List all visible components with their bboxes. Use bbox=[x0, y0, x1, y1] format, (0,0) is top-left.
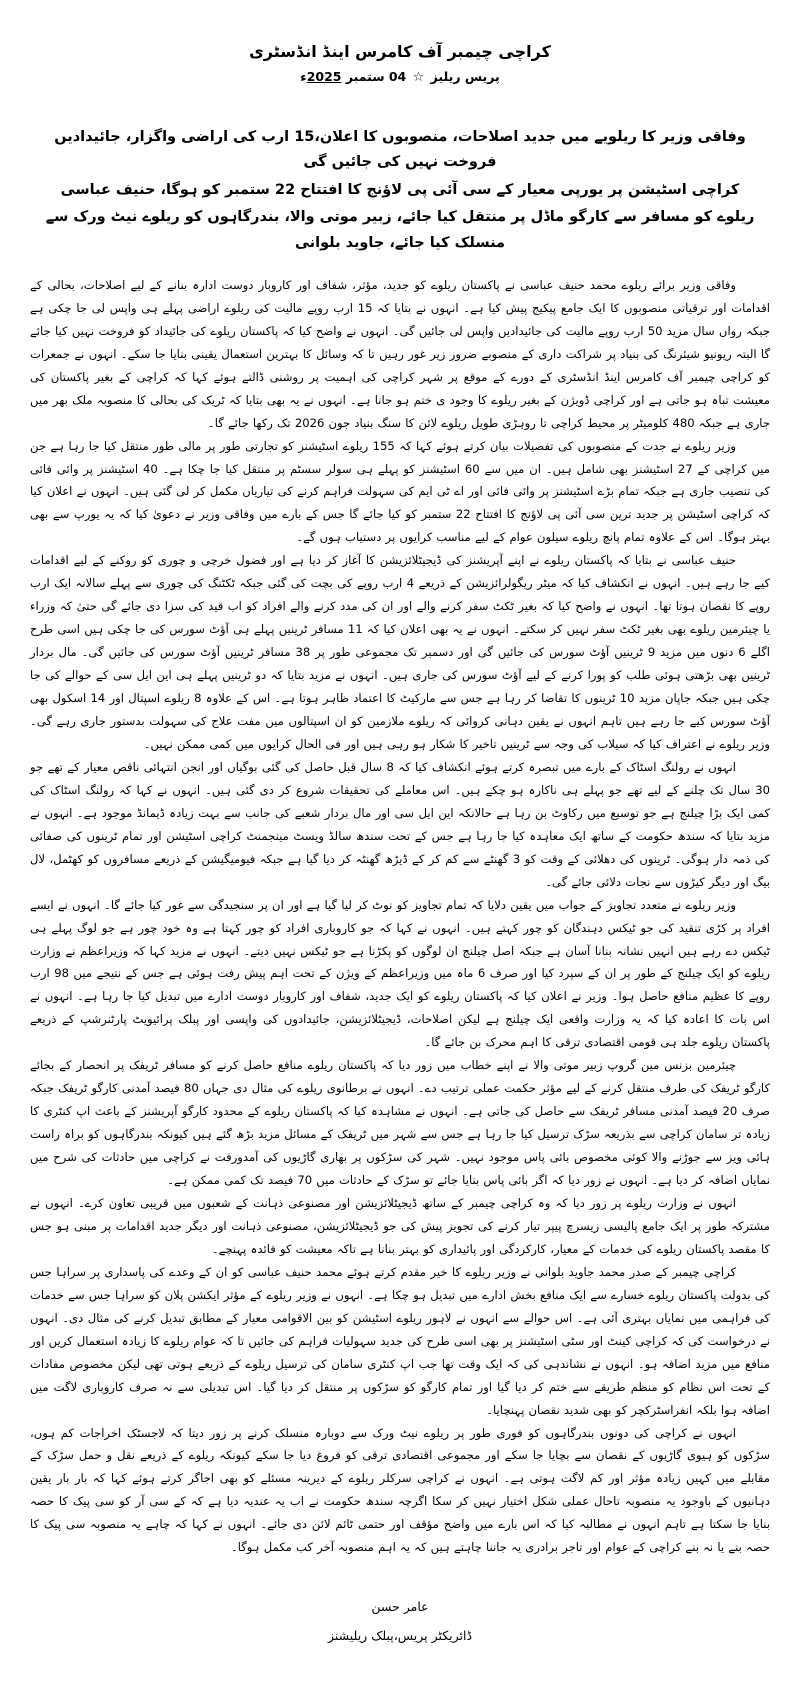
press-release-date-line bbox=[30, 69, 770, 85]
body-paragraph: انہوں نے کراچی کی دونوں بندرگاہوں کو فوری طور پر ریلوے نیٹ ورک سے دوبارہ منسلک کرنے پر زور دیتا کہ لاجسٹک اخراجات کم ہوں، سڑکوں کو ہیوی گاڑیوں کے نقصان سے بچایا جا سکے اور مجموعی اقتصادی ترقی کو فروغ دیا جا سکے کیونکہ ریلوے کے ذریعے نقل و حمل سڑک کے مقابلے میں کہیں زیادہ مؤثر اور کم لاگت ہوتی ہے۔ انہوں نے کراچی سرکلر ریلوے کے دیرینہ مسئلے کو بھی اجاگر کرتے ہوئے کہا کہ بار بار یقین دہانیوں کے باوجود یہ منصوبہ تاحال عملی شکل اختیار نہیں کر سکا اگرچہ سندھ حکومت نے اب یہ عندیہ دیا ہے کہ کے سی آر کو سی پیک کا حصہ بنایا جا سکتا ہے تاہم انہوں نے مطالبہ کیا کہ اس بارے میں واضح مؤقف اور حتمی ٹائم لائن دی جائے۔ انہوں نے کہا کہ چاہے یہ منصوبہ سی پیک کا حصہ بنے یا نہ بنے کراچی کے عوام اور تاجر برادری یہ جاننا چاہتے ہیں کہ یہ اہم منصوبہ آخر کب مکمل ہوگا۔ bbox=[30, 1425, 770, 1555]
body-paragraph: کراچی چیمبر کے صدر محمد جاوید بلوانی نے وزیر ریلوے کا خیر مقدم کرتے ہوئے محمد حنیف عباسی کو ان کے وعدے کی پاسداری پر سراہا جس کی بدولت پاکستان ریلوے خسارے سے ایک منافع بخش ادارے میں تبدیل ہو چکا ہے۔ انہوں نے وزیر ریلوے کے مؤثر ایکشن پلان کو سراہا جس سے خدمات کی فراہمی میں نمایاں بہتری آئی ہے۔ اس حوالے سے انہوں نے لاہور ریلوے اسٹیشن کو بین الاقوامی معیار کے مطابق تبدیل کرنے کی مثال دی۔ انہوں نے درخواست کی کہ کراچی کینٹ اور سٹی اسٹیشنز پر بھی اسی طرح کی جدید سہولیات فراہم کی جائیں تا کہ عوام ریلوے کا زیادہ استعمال کریں اور منافع میں مزید اضافہ ہو۔ انہوں نے نشاندہی کی کہ ایک وقت تھا جب اپ کنٹری سامان کی ترسیل ریلوے کے ذریعے ہوتی تھی لیکن مخصوص مفادات کے تحت اس نظام کو منظم طریقے سے ختم کر دیا گیا اور تمام کارگو کو سڑکوں پر منتقل کر دیا گیا۔ اس تبدیلی سے نہ صرف کاروباری لاگت میں اضافہ ہوا بلکہ انفراسٹرکچر کو بھی شدید نقصان پہنچایا۔ bbox=[30, 1264, 770, 1417]
year-suffix: ء bbox=[300, 69, 307, 84]
headline-sub-1: کراچی اسٹیشن پر یورپی معیار کے سی آئی پی لاؤنج کا افتتاح 22 ستمبر کو ہوگا، حنیف عباسی bbox=[60, 181, 740, 198]
body-paragraph: وزیر ریلوے نے متعدد تجاویز کے جواب میں یقین دلایا کہ تمام تجاویز کو نوٹ کر لیا گیا ہے اور ان پر سنجیدگی سے غور کیا جائے گا۔ انہوں نے ایسے افراد پر کڑی تنقید کی جو ٹیکس دہندگان کو چور کہتے ہیں۔ انہوں نے کہا کہ جو کاروباری افراد کو چور کہتا ہے وہ خود چور ہے جو لوگ پہلے ہی ٹیکس دے رہے ہیں انہیں نشانہ بنانا آسان ہے جبکہ اصل چیلنج ان لوگوں کو پکڑنا ہے جو ٹیکس نہیں دیتے۔ انہوں نے مزید کہا کہ وزیراعظم نے وزارت ریلوے کو ایک چیلنج کے طور پر ان کے سپرد کیا اور صرف 6 ماہ میں وزیراعظم کے ویژن کے تحت اہم پیش رفت ہوئی ہے جس کے نتیجے میں 98 ارب روپے کا عظیم منافع حاصل ہوا۔ وزیر نے اعلان کیا کہ پاکستان ریلوے کو ایک جدید، شفاف اور کاروبار دوست ادارے میں تبدیل کیا جا رہا ہے۔ انہوں نے اس بات کا اعادہ کیا کہ یہ وزارت واقعی ایک چیلنج ہے لیکن اصلاحات، ڈیجیٹلائزیشن، جائیدادوں کی واپسی اور پبلک پرائیویٹ پارٹنرشپ کے ذریعے پاکستان ریلوے جلد ہی قومی اقتصادی ترقی کا اہم محرک بن جائے گا۔ bbox=[30, 897, 771, 1050]
star-icon: ☆ bbox=[412, 70, 425, 85]
body-paragraph: انہوں نے وزارت ریلوے پر زور دیا کہ وہ کراچی چیمبر کے ساتھ ڈیجیٹلائزیشن اور مصنوعی ذہانت کے شعبوں میں قریبی تعاون کرے۔ انہوں نے مشترکہ طور پر ایک جامع پالیسی ریسرچ پیپر تیار کرنے کی تجویز پیش کی جو ڈیجیٹلائزیشن، مصنوعی ذہانت اور دیگر جدید اقدامات پر مبنی ہو جس کا مقصد پاکستان ریلوے کی خدمات کے معیار، کارکردگی اور پائیداری کو بہتر بنانا ہے تاکہ معیشت کو فائدہ پہنچے۔ bbox=[30, 1196, 770, 1256]
signatory-title: ڈائریکٹر پریس،پبلک ریلیشنز bbox=[327, 1628, 473, 1643]
signature-block bbox=[30, 1593, 770, 1651]
article-body bbox=[30, 274, 770, 1559]
headline-sub-2: ریلوے کو مسافر سے کارگو ماڈل پر منتقل کیا جائے، زبیر موتی والا، بندرگاہوں کو ریلوے نیٹ ورک سے منسلک کیا جائے، جاوید بلوانی bbox=[45, 209, 755, 251]
headline-block bbox=[36, 125, 764, 256]
press-release-label: پریس ریلیز bbox=[430, 69, 500, 84]
organization-title: کراچی چیمبر آف کامرس اینڈ انڈسٹری bbox=[249, 42, 551, 61]
body-paragraph: حنیف عباسی نے بتایا کہ پاکستان ریلوے نے اپنے آپریشنز کی ڈیجیٹلائزیشن کا آغاز کر دیا ہے اور فضول خرچی و چوری کو روکنے کے لیے اقدامات کیے جا رہے ہیں۔ انہوں نے انکشاف کیا کہ میٹر ریگولرائزیشن کے ذریعے 4 ارب روپے کی بچت کی گئی جبکہ ٹکٹنگ کی چوری سے پہلے سالانہ ایک ارب روپے کا نقصان ہوتا تھا۔ انہوں نے واضح کیا کہ بغیر ٹکٹ سفر کرنے والے اور ان کی مدد کرنے والے افراد کو اب قید کی سزا دی جائے گی حتیٰ کہ وزراء یا چیئرمین ریلوے بھی بغیر ٹکٹ سفر نہیں کر سکتے۔ انہوں نے یہ بھی اعلان کیا کہ 11 مسافر ٹرینیں پہلے ہی آؤٹ سورس کی جا چکی ہیں اسی طرح اگلے 6 دنوں میں مزید 9 ٹرینیں آؤٹ سورس کی جائیں گی اور دسمبر تک مجموعی طور پر 38 مسافر ٹرینیں آؤٹ سورس کی جائیں گی۔ مال بردار ٹرینیں بھی بڑھتی ہوئی طلب کو پورا کرنے کے لیے آؤٹ سورس کی جاری ہیں۔ انہوں نے مزید بتایا کہ دو ٹرینیں پہلے ہی این ایل سی کے حوالے کی جا چکی ہیں جبکہ جاپان مزید 10 ٹرینوں کا تقاضا کر رہا ہے جس سے مارکیٹ کا اعتماد ظاہر ہوتا ہے۔ اس کے علاوہ 8 ریلوے اسپتال اور 14 اسکول بھی آؤٹ سورس کیے جا رہے ہیں تاہم انہوں نے یقین دہانی کروائی کہ ریلوے ملازمین کو ان اسپتالوں میں مفت علاج کی سہولت بدستور جاری رہے گی۔ وزیر ریلوے نے اعتراف کیا کہ سیلاب کی وجہ سے ٹرینیں تاخیر کا شکار ہو رہی ہیں اور فی الحال کرایوں میں کمی ممکن نہیں۔ bbox=[30, 553, 771, 751]
body-paragraph: وفاقی وزیر برائے ریلوے محمد حنیف عباسی نے پاکستان ریلوے کو جدید، مؤثر، شفاف اور کاروبار دوست ادارہ بنانے کے لیے اصلاحات، بحالی کے اقدامات اور ترقیاتی منصوبوں کا ایک جامع پیکیج پیش کیا ہے۔ انہوں نے بتایا کہ 15 ارب روپے مالیت کی ریلوے اراضی پہلے ہی واپس لی جا چکی ہے جبکہ رواں سال مزید 50 ارب روپے مالیت کی جائیدادیں واپس لی جائیں گی۔ انہوں نے واضح کیا کہ پاکستان ریلوے کی جائیداد کو فروخت نہیں کیا جائے گا البتہ ریونیو شیئرنگ کی بنیاد پر شراکت داری کے منصوبے ضرور زیر غور رہیں تا کہ وسائل کا بہترین استعمال یقینی بنایا جا سکے۔ انہوں نے جمعرات کو کراچی چیمبر آف کامرس اینڈ انڈسٹری کے دورے کے موقع پر شہر کراچی کی اہمیت پر روشنی ڈالتے ہوئے کہا کہ کراچی کے بغیر پاکستان کی معیشت تباہ ہو جاتی ہے اور کراچی ڈویژن کے بغیر ریلوے کا وجود ی ختم ہو جانا ہے۔ انہوں نے یہ بھی بتایا کہ ٹریک کی بحالی کا منصوبہ ملک بھر میں جاری ہے جبکہ 480 کلومیٹر پر محیط کراچی تا روہڑی طویل ریلوے لائن کا سنگ بنیاد جون 2026 تک رکھا جائے گا۔ bbox=[30, 277, 771, 430]
headline-main: وفاقی وزیر کا ریلویے میں جدید اصلاحات، منصوبوں کا اعلان،15 ارب کی اراضی واگزار، جائیدادیں فروخت نہیں کی جائیں گی bbox=[54, 129, 746, 171]
body-paragraph: انہوں نے رولنگ اسٹاک کے بارے میں تبصرہ کرتے ہوئے انکشاف کیا کہ 8 سال قبل حاصل کی گئی بوگیاں اور انجن انتہائی ناقص معیار کے تھے جو 30 سال تک چلنے کے لیے تھے جو پہلے ہی ناکارہ ہو چکے ہیں۔ اس معاملے کی تحقیقات شروع کر دی گئی ہیں۔ انہوں نے کہا کہ رولنگ اسٹاک کی کمی ایک بڑا چیلنج ہے جو توسیع میں رکاوٹ بن رہا ہے حالانکہ این ایل سی اور مال بردار شعبے کی جانب سے بہت زیادہ ڈیمانڈ موجود ہے۔ انہوں نے مزید بتایا کہ سندھ حکومت کے ساتھ ایک معاہدہ کیا جا رہا ہے جس کے تحت سندھ سالڈ ویسٹ مینجمنٹ کراچی اسٹیشن اور تمام ٹرینوں کی صفائی کی ذمہ دار ہوگی۔ ٹرینوں کی دھلائی کے وقت کو 3 گھنٹے سے کم کر کے ڈیڑھ گھنٹہ کر دیا گیا ہے جبکہ فیومیگیشن کے ذریعے مسافروں کو کھٹمل، لال بیگ اور دیگر کیڑوں سے نجات دلائی جائے گی۔ bbox=[30, 759, 770, 889]
release-date: 04 ستمبر bbox=[345, 69, 407, 84]
release-year: 2025 bbox=[306, 69, 342, 84]
body-paragraph: وزیر ریلوے نے جدت کے منصوبوں کی تفصیلات بیان کرتے ہوئے کہا کہ 155 ریلوے اسٹیشنز کو تجارتی طور پر مالی طور منتقل کیا جا رہا ہے جن میں کراچی کے 27 اسٹیشنز بھی شامل ہیں۔ ان میں سے 60 اسٹیشنز کو پہلے ہی سولر سسٹم پر منتقل کیا جا چکا ہے۔ 40 اسٹیشنز پر وائی فائی کی تنصیب جاری ہے جبکہ تمام بڑے اسٹیشنز پر وائی فائی اور اے ٹی ایم کی سہولت فراہم کرنے کی تیاریاں مکمل کر لی گئی ہیں۔ انہوں نے اعلان کیا کہ کراچی اسٹیشن پر جدید ترین سی آئی پی لاؤنج کا افتتاح 22 ستمبر کو کیا جائے گا جس کے بارے میں وفاقی وزیر نے دعویٰ کیا کہ یہ یورپ سے بھی بہتر ہوگا۔ اس کے علاوہ تمام پانچ ریلوے سیلون عوام کے لیے مناسب کرایوں پر دستیاب ہوں گے۔ bbox=[30, 438, 771, 545]
signatory-name: عامر حسن bbox=[371, 1599, 429, 1615]
body-paragraph: چیئرمین بزنس مین گروپ زبیر موتی والا نے اپنے خطاب میں زور دیا کہ پاکستان ریلوے منافع حاصل کرنے کو مسافر ٹریفک پر انحصار کے بجائے کارگو ٹریفک کی طرف منتقل کرنے کے لیے مؤثر حکمت عملی ترتیب دے۔ انہوں نے برطانوی ریلوے کی مثال دی جہاں 80 فیصد آمدنی کارگو ٹریفک جبکہ صرف 20 فیصد آمدنی مسافر ٹریفک سے حاصل کی جاتی ہے۔ انہوں نے مشاہدہ کیا کہ پاکستان ریلوے کے محدود کارگو آپریشنز کے باعث اپ کنٹری کا زیادہ تر سامان کراچی سے بذریعہ سڑک ترسیل کیا جا رہا ہے جس سے شہر میں ٹریفک کے مسائل مزید بڑھ گئے ہیں کیونکہ بندرگاہوں کو براہ راست ہائی ویز سے جوڑنے والا کوئی مخصوص بائی پاس موجود نہیں۔ شہر کی سڑکوں پر بھاری گاڑیوں کی آمدورفت نے کراچی میں حادثات کی شرح میں نمایاں اضافہ کر دیا ہے۔ انہوں نے زور دیا کہ اگر بائی پاس بنایا جائے تو سڑک کے حادثات میں 70 فیصد تک کمی ممکن ہے۔ bbox=[30, 1058, 770, 1188]
